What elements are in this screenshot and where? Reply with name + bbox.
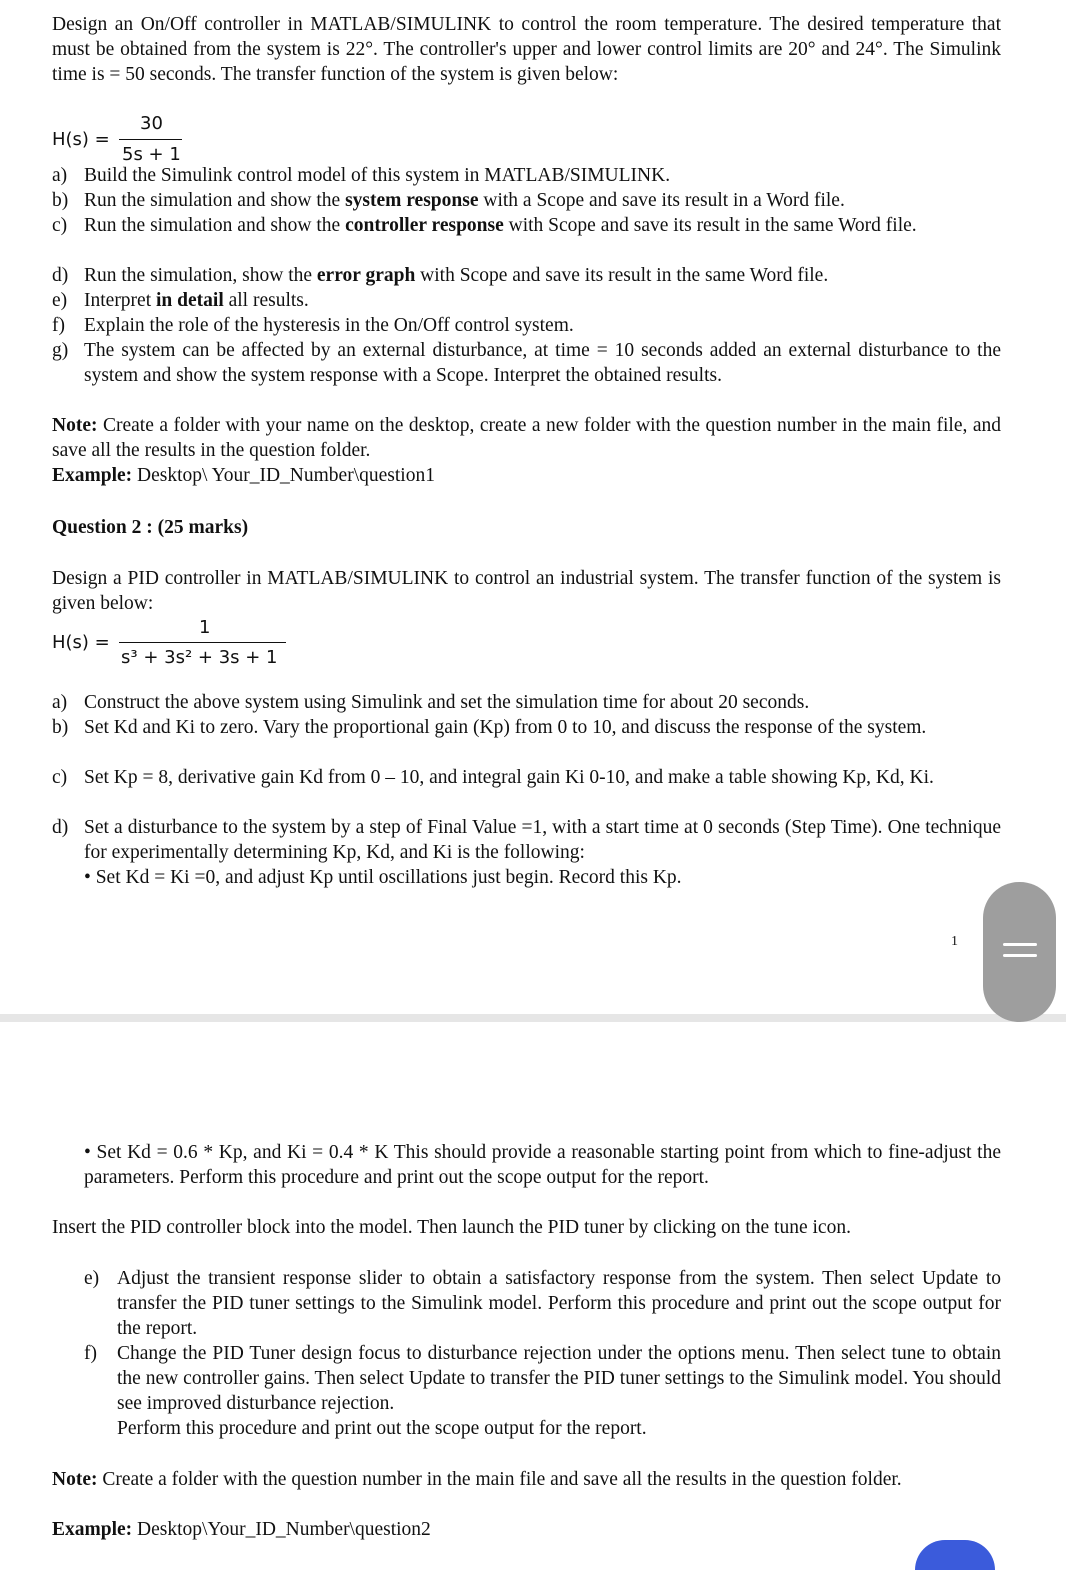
q1-item-c-text: Run the simulation and show the controller response with Scope and save its result in the same Word file. <box>84 215 917 236</box>
q2-perform-text: Perform this procedure and print out the scope output for the report. <box>117 1418 647 1439</box>
q2-item-e <box>84 1266 1001 1341</box>
q1-tf-lhs: H(s) = <box>52 129 110 150</box>
q2-heading: Question 2 : (25 marks) <box>52 517 249 538</box>
q2-item-d-text: Set a disturbance to the system by a step of Final Value =1, with a start time at 0 seconds (Step Time). One technique for experimentally determining Kp, Kd, and Ki is the following: <box>84 817 1001 863</box>
grip-line-icon <box>1003 954 1037 957</box>
q2-tf-lhs: H(s) = <box>52 632 110 653</box>
q2-item-b <box>52 715 1001 740</box>
q1-item-a <box>52 163 1001 188</box>
q1-item-g <box>52 338 1001 388</box>
q2-example <box>52 1517 1001 1542</box>
q1-item-b-text: Run the simulation and show the system response with a Scope and save its result in a Word file. <box>84 190 845 211</box>
q1-item-g-text: The system can be affected by an external disturbance, at time = 10 seconds added an external disturbance to the system and show the system response with a Scope. Interpret the obtained results. <box>84 340 1001 386</box>
q2-item-d-label: d) <box>52 817 69 838</box>
scroll-handle[interactable] <box>983 882 1056 1022</box>
q2-note-label: Note: <box>52 1469 98 1490</box>
q2-item-c-text: Set Kp = 8, derivative gain Kd from 0 – 10, and integral gain Ki 0-10, and make a table showing Kp, Kd, Ki. <box>84 767 934 788</box>
q2-item-f <box>84 1341 1001 1416</box>
q2-item-b-text: Set Kd and Ki to zero. Vary the proportional gain (Kp) from 0 to 10, and discuss the response of the system. <box>84 717 927 738</box>
q1-item-e-text: Interpret in detail all results. <box>84 290 309 311</box>
q2-example-text: Desktop\Your_ID_Number\question2 <box>132 1519 431 1540</box>
q1-example <box>52 463 1001 488</box>
q2-item-a <box>52 690 1001 715</box>
q2-item-a-label: a) <box>52 692 68 713</box>
q1-item-a-text: Build the Simulink control model of this system in MATLAB/SIMULINK. <box>84 165 671 186</box>
q1-item-d-label: d) <box>52 265 69 286</box>
q1-example-text: Desktop\ Your_ID_Number\question1 <box>132 465 435 486</box>
q1-tf-fraction-line <box>119 139 182 140</box>
q1-example-label: Example: <box>52 465 133 486</box>
q1-note <box>52 413 1001 463</box>
q2-tf-fraction-line <box>119 642 286 643</box>
q1-item-g-label: g) <box>52 340 69 361</box>
q1-item-b-label: b) <box>52 190 69 211</box>
grip-line-icon <box>1003 943 1037 946</box>
q2-insert-text: Insert the PID controller block into the model. Then launch the PID tuner by clicking on the tune icon. <box>52 1217 851 1238</box>
q2-item-c-label: c) <box>52 767 68 788</box>
q1-note-text: Create a folder with your name on the desktop, create a new folder with the question number in the main file, and save all the results in the question folder. <box>52 415 1001 461</box>
q1-item-e-label: e) <box>52 290 68 311</box>
q1-item-d-text: Run the simulation, show the error graph with Scope and save its result in the same Word file. <box>84 265 829 286</box>
q1-tf-denominator: 5s + 1 <box>122 144 181 165</box>
q1-intro: Design an On/Off controller in MATLAB/SIMULINK to control the room temperature. The desired temperature that must be obtained from the system is 22°. The controller's upper and lower control limits are 20° and 24°. The Simulink time is = 50 seconds. The transfer function of the system is given below: <box>52 14 1001 85</box>
q1-item-f-text: Explain the role of the hysteresis in the On/Off control system. <box>84 315 574 336</box>
q2-intro: Design a PID controller in MATLAB/SIMULINK to control an industrial system. The transfer function of the system is given below: <box>52 568 1001 614</box>
q1-item-d <box>52 263 1001 288</box>
document-page-2 <box>0 1022 1066 1546</box>
q1-item-f-label: f) <box>52 315 65 336</box>
page-number: 1 <box>951 934 958 949</box>
q1-item-c-label: c) <box>52 215 68 236</box>
q2-item-e-text: Adjust the transient response slider to obtain a satisfactory response from the system. Then select Update to transfer the PID tuner settings to the Simulink model. Perform this procedure and print out the scope output for the report. <box>117 1268 1001 1339</box>
q2-item-e-label: e) <box>84 1268 100 1289</box>
q1-item-a-label: a) <box>52 165 68 186</box>
q2-tf-denominator: s³ + 3s² + 3s + 1 <box>121 647 278 668</box>
q2-bullet-1: • Set Kd = Ki =0, and adjust Kp until oscillations just begin. Record this Kp. <box>84 867 682 888</box>
q2-item-c <box>52 765 1001 790</box>
q1-item-c <box>52 213 1001 238</box>
q2-tf-numerator: 1 <box>199 617 211 638</box>
page-separator <box>0 1014 1066 1022</box>
q2-note-text: Create a folder with the question number in the main file and save all the results in the question folder. <box>97 1469 902 1490</box>
q2-item-f-text: Change the PID Tuner design focus to disturbance rejection under the options menu. Then select tune to obtain the new controller gains. Then select Update to transfer the PID tuner settings to the Simulink model. You should see improved disturbance rejection. <box>117 1343 1001 1414</box>
q2-item-f-label: f) <box>84 1343 97 1364</box>
q1-tf-numerator: 30 <box>140 113 163 134</box>
q1-item-f <box>52 313 1001 338</box>
q2-example-label: Example: <box>52 1519 133 1540</box>
q1-item-b <box>52 188 1001 213</box>
q2-item-d <box>52 815 1001 865</box>
q1-note-label: Note: <box>52 415 98 436</box>
q2-item-a-text: Construct the above system using Simulink and set the simulation time for about 20 seconds. <box>84 692 810 713</box>
q2-item-b-label: b) <box>52 717 69 738</box>
q2-note <box>52 1467 1001 1492</box>
q1-item-e <box>52 288 1001 313</box>
q2-bullet-2: • Set Kd = 0.6 * Kp, and Ki = 0.4 * K This should provide a reasonable starting point from which to fine-adjust the parameters. Perform this procedure and print out the scope output for the report. <box>84 1142 1001 1188</box>
